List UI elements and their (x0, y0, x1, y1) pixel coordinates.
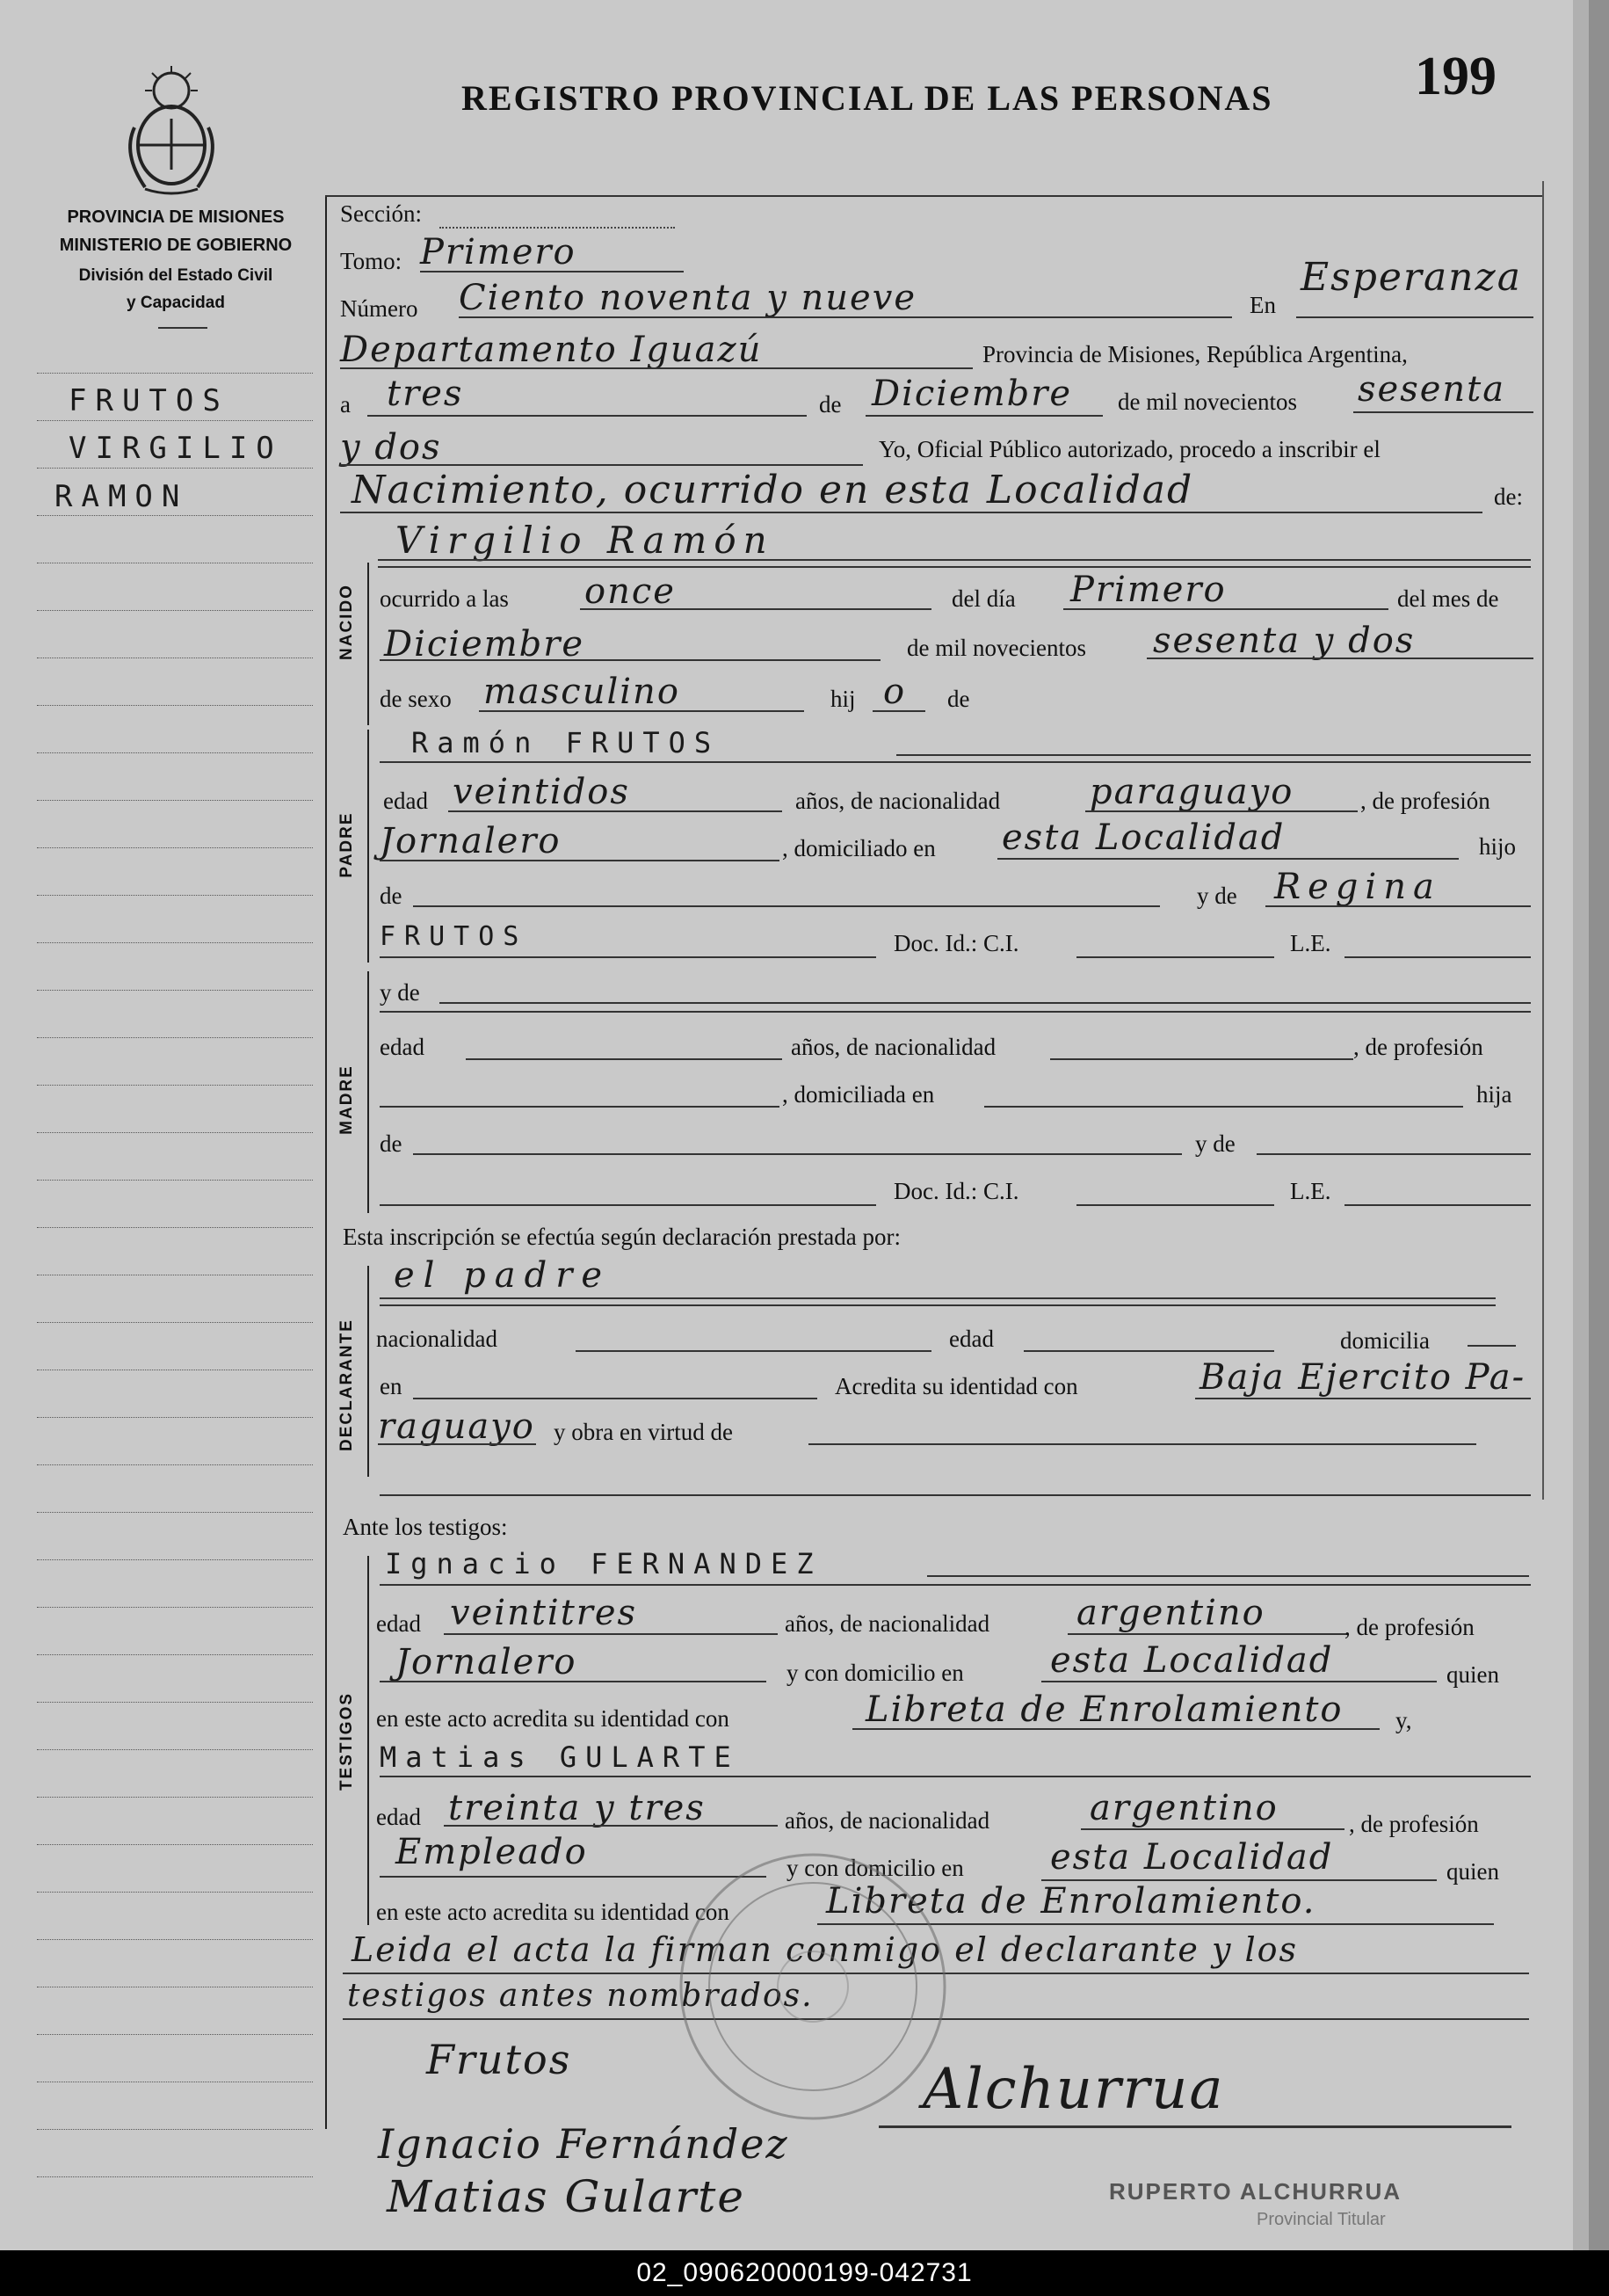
signature-fernandez: Ignacio Fernández (378, 2120, 789, 2168)
madre-de-label: de (380, 1130, 402, 1157)
testigos-section-label: TESTIGOS (337, 1691, 356, 1791)
page-edge-shadow (1573, 0, 1589, 2250)
provincia-label: Provincia de Misiones, República Argentina, (982, 341, 1408, 367)
dia-value: tres (387, 374, 464, 414)
madre-profesion-label: , de profesión (1353, 1034, 1483, 1060)
sidebar-ministry: MINISTERIO DE GOBIERNO (59, 236, 293, 255)
closing-line-2: testigos antes nombrados. (347, 1978, 814, 2014)
padre-domicilio-value: esta Localidad (1002, 817, 1286, 858)
stamp-title: Provincial Titular (1257, 2210, 1386, 2229)
numero-label: Número (340, 295, 418, 322)
closing-line-1: Leida el acta la firman conmigo el declarante y los (352, 1930, 1299, 1969)
madre-domiciliada-label: , domiciliada en (782, 1081, 935, 1108)
padre-domiciliado-label: , domiciliado en (782, 835, 936, 861)
sidebar-rule-line (37, 1132, 313, 1133)
declarante-obra-label: y obra en virtud de (554, 1419, 733, 1445)
sidebar-rule-line (37, 752, 313, 753)
hijo-label: hij (830, 686, 856, 712)
sidebar-rule-line (37, 847, 313, 848)
sidebar-rule-line (37, 2176, 313, 2177)
nacido-anio-value: sesenta y dos (1153, 621, 1416, 661)
tomo-label: Tomo: (340, 248, 402, 274)
declarante-nacionalidad-label: nacionalidad (376, 1326, 497, 1352)
stamp-name: RUPERTO ALCHURRUA (1109, 2178, 1402, 2205)
mes-value: Diciembre (872, 374, 1073, 414)
sidebar-rule-line (37, 1892, 313, 1893)
testigo1-profesion-value: Jornalero (395, 1642, 577, 1682)
sidebar-rule-line (37, 1180, 313, 1181)
sidebar-rule-line (37, 373, 313, 374)
padre-nacionalidad-value: paraguayo (1090, 772, 1294, 812)
testigo2-profesion-value: Empleado (395, 1832, 588, 1872)
testigo2-anios-label: años, de nacionalidad (785, 1807, 990, 1834)
testigo1-nacionalidad-value: argentino (1076, 1593, 1265, 1633)
en-value: Esperanza (1301, 255, 1522, 300)
sidebar-rule-line (37, 800, 313, 801)
padre-anios-label: años, de nacionalidad (795, 788, 1001, 814)
testigos-intro-label: Ante los testigos: (343, 1514, 508, 1540)
madre-le-label: L.E. (1290, 1178, 1331, 1204)
sidebar-rule-line (37, 515, 313, 516)
departamento-value: Departamento Iguazú (340, 330, 763, 370)
declarante-intro-label: Esta inscripción se efectúa según declaración prestada por: (343, 1224, 901, 1250)
page-title: REGISTRO PROVINCIAL DE LAS PERSONAS (461, 78, 1273, 118)
madre-edad-label: edad (380, 1034, 424, 1060)
anio-value-2: y dos (340, 427, 442, 468)
en-label: En (1250, 292, 1276, 318)
padre-y-de-label: y de (1197, 883, 1237, 909)
sidebar-rule-line (37, 468, 313, 469)
sidebar-rule-line (37, 990, 313, 991)
madre-hija-label: hija (1476, 1081, 1512, 1108)
page-edge (1589, 0, 1609, 2250)
testigo2-edad-value: treinta y tres (448, 1788, 706, 1828)
testigo2-name: Matias GULARTE (380, 1740, 740, 1774)
signature-gularte: Matias Gularte (387, 2171, 745, 2222)
testigo1-anios-label: años, de nacionalidad (785, 1610, 990, 1637)
sidebar-rule-line (37, 1085, 313, 1086)
sidebar-rule-line (37, 1227, 313, 1228)
file-id-footer: 02_090620000199-042731 (0, 2250, 1609, 2296)
sidebar-rule-line (37, 1797, 313, 1798)
sidebar-rule-line (37, 420, 313, 421)
testigo1-acredita-label: en este acto acredita su identidad con (376, 1705, 729, 1732)
declarante-en-label: en (380, 1373, 402, 1399)
del-mes-label: del mes de (1397, 585, 1499, 612)
seccion-label: Sección: (340, 200, 422, 227)
madre-doc-label: Doc. Id.: C.I. (894, 1178, 1019, 1204)
testigo2-nacionalidad-value: argentino (1090, 1788, 1279, 1828)
tomo-value: Primero (420, 232, 576, 272)
declarante-domicilia-label: domicilia (1340, 1327, 1430, 1354)
sidebar-capacidad: y Capacidad (127, 294, 225, 312)
sexo-value: masculino (483, 672, 680, 712)
padre-profesion-label: , de profesión (1360, 788, 1490, 814)
nacido-mes-value: Diciembre (384, 624, 585, 665)
de-label: de (819, 391, 842, 418)
madre-section-label: MADRE (337, 1064, 356, 1135)
hijo-value: o (883, 672, 907, 712)
sidebar-rule-line (37, 1749, 313, 1750)
testigo2-edad-label: edad (376, 1804, 421, 1830)
padre-hijo-label: hijo (1479, 833, 1517, 860)
testigo1-name: Ignacio FERNANDEZ (385, 1547, 823, 1580)
a-label: a (340, 391, 351, 418)
nacido-de-label: de (947, 686, 970, 712)
declarante-name: el padre (394, 1255, 612, 1296)
testigo2-domicilio-value: esta Localidad (1050, 1837, 1334, 1878)
acto-value: Nacimiento, ocurrido en esta Localidad (352, 468, 1194, 512)
testigo1-quien-label: quien (1446, 1661, 1499, 1688)
sidebar-rule-line (37, 1037, 313, 1038)
testigo1-domicilio-value: esta Localidad (1050, 1640, 1334, 1681)
mil-novecientos-label: de mil novecientos (1118, 389, 1297, 415)
madre-y-de2-label: y de (1195, 1130, 1236, 1157)
sidebar-division: División del Estado Civil (78, 266, 273, 285)
sidebar-province: PROVINCIA DE MISIONES (67, 207, 285, 227)
sidebar-surname: FRUTOS (69, 383, 229, 418)
oficial-label: Yo, Oficial Público autorizado, procedo a inscribir el (879, 436, 1381, 462)
sidebar-rule-line (37, 1559, 313, 1560)
declarante-edad-label: edad (949, 1326, 994, 1352)
testigo2-acredita-value: Libreta de Enrolamiento. (826, 1881, 1316, 1922)
declarante-section-label: DECLARANTE (337, 1319, 356, 1451)
sidebar-rule-line (37, 1417, 313, 1418)
signature-frutos: Frutos (426, 2036, 572, 2083)
padre-edad-value: veintidos (453, 772, 630, 812)
testigo2-acredita-label: en este acto acredita su identidad con (376, 1899, 729, 1925)
acto-de-label: de: (1494, 483, 1523, 510)
sidebar-rule-line (37, 1702, 313, 1703)
padre-edad-label: edad (383, 788, 428, 814)
madre-anios-label: años, de nacionalidad (791, 1034, 997, 1060)
padre-section-label: PADRE (337, 811, 356, 878)
testigo1-edad-value: veintitres (450, 1593, 638, 1633)
nacido-name: Virgilio Ramón (395, 519, 774, 562)
declarante-acredita-label: Acredita su identidad con (835, 1373, 1078, 1399)
sidebar-name-1: VIRGILIO (69, 431, 283, 466)
testigo2-profesion-label: , de profesión (1349, 1811, 1479, 1837)
sidebar-name-2: RAMON (54, 479, 189, 514)
sidebar-rule-line (37, 2034, 313, 2035)
declarante-acredita-value-2: raguayo (378, 1406, 535, 1447)
sidebar-rule-line (37, 1939, 313, 1940)
page-number: 199 (1415, 47, 1497, 106)
testigo1-y-label: y, (1395, 1707, 1412, 1733)
del-dia-label: del día (952, 585, 1016, 612)
testigo1-acredita-value: Libreta de Enrolamiento (866, 1689, 1344, 1730)
sexo-label: de sexo (380, 686, 452, 712)
sidebar-rule-line (37, 1654, 313, 1655)
testigo1-domicilio-label: y con domicilio en (786, 1660, 964, 1686)
sidebar-rule-line (37, 1512, 313, 1513)
testigo1-edad-label: edad (376, 1610, 421, 1637)
nacido-mil-label: de mil novecientos (907, 635, 1086, 661)
official-seal (672, 1846, 953, 2127)
sidebar-rule-line (37, 610, 313, 611)
nacido-section-label: NACIDO (337, 584, 356, 660)
sidebar-rule-line (37, 1322, 313, 1323)
sidebar-rule-line (37, 705, 313, 706)
padre-de-label: de (380, 883, 402, 909)
testigo1-profesion-label: , de profesión (1344, 1614, 1475, 1640)
sidebar-rule-line (37, 895, 313, 896)
anio-value-1: sesenta (1358, 369, 1506, 410)
sidebar-rule-line (37, 942, 313, 943)
padre-y-de-value: Regina (1274, 867, 1441, 907)
sidebar-rule-line (37, 1607, 313, 1608)
numero-value: Ciento noventa y nueve (459, 278, 917, 318)
nacido-dia-value: Primero (1070, 570, 1227, 610)
signature-official: Alchurrua (923, 2057, 1225, 2122)
padre-le-label: L.E. (1290, 930, 1331, 956)
coat-of-arms-emblem (119, 66, 224, 198)
sidebar-rule-line (37, 1464, 313, 1465)
testigo2-quien-label: quien (1446, 1858, 1499, 1885)
hora-value: once (584, 571, 676, 612)
padre-doc-label: Doc. Id.: C.I. (894, 930, 1019, 956)
testigo2-domicilio-label: y con domicilio en (786, 1855, 964, 1881)
sidebar-rule-line (37, 1844, 313, 1845)
ocurrido-label: ocurrido a las (380, 585, 509, 612)
padre-name: Ramón FRUTOS (411, 726, 721, 759)
madre-y-de-label: y de (380, 979, 420, 1006)
declarante-acredita-value-1: Baja Ejercito Pa- (1200, 1357, 1526, 1398)
padre-profesion-value: Jornalero (380, 821, 562, 861)
padre-surname: FRUTOS (380, 921, 528, 952)
sidebar-rule-line (37, 2129, 313, 2130)
